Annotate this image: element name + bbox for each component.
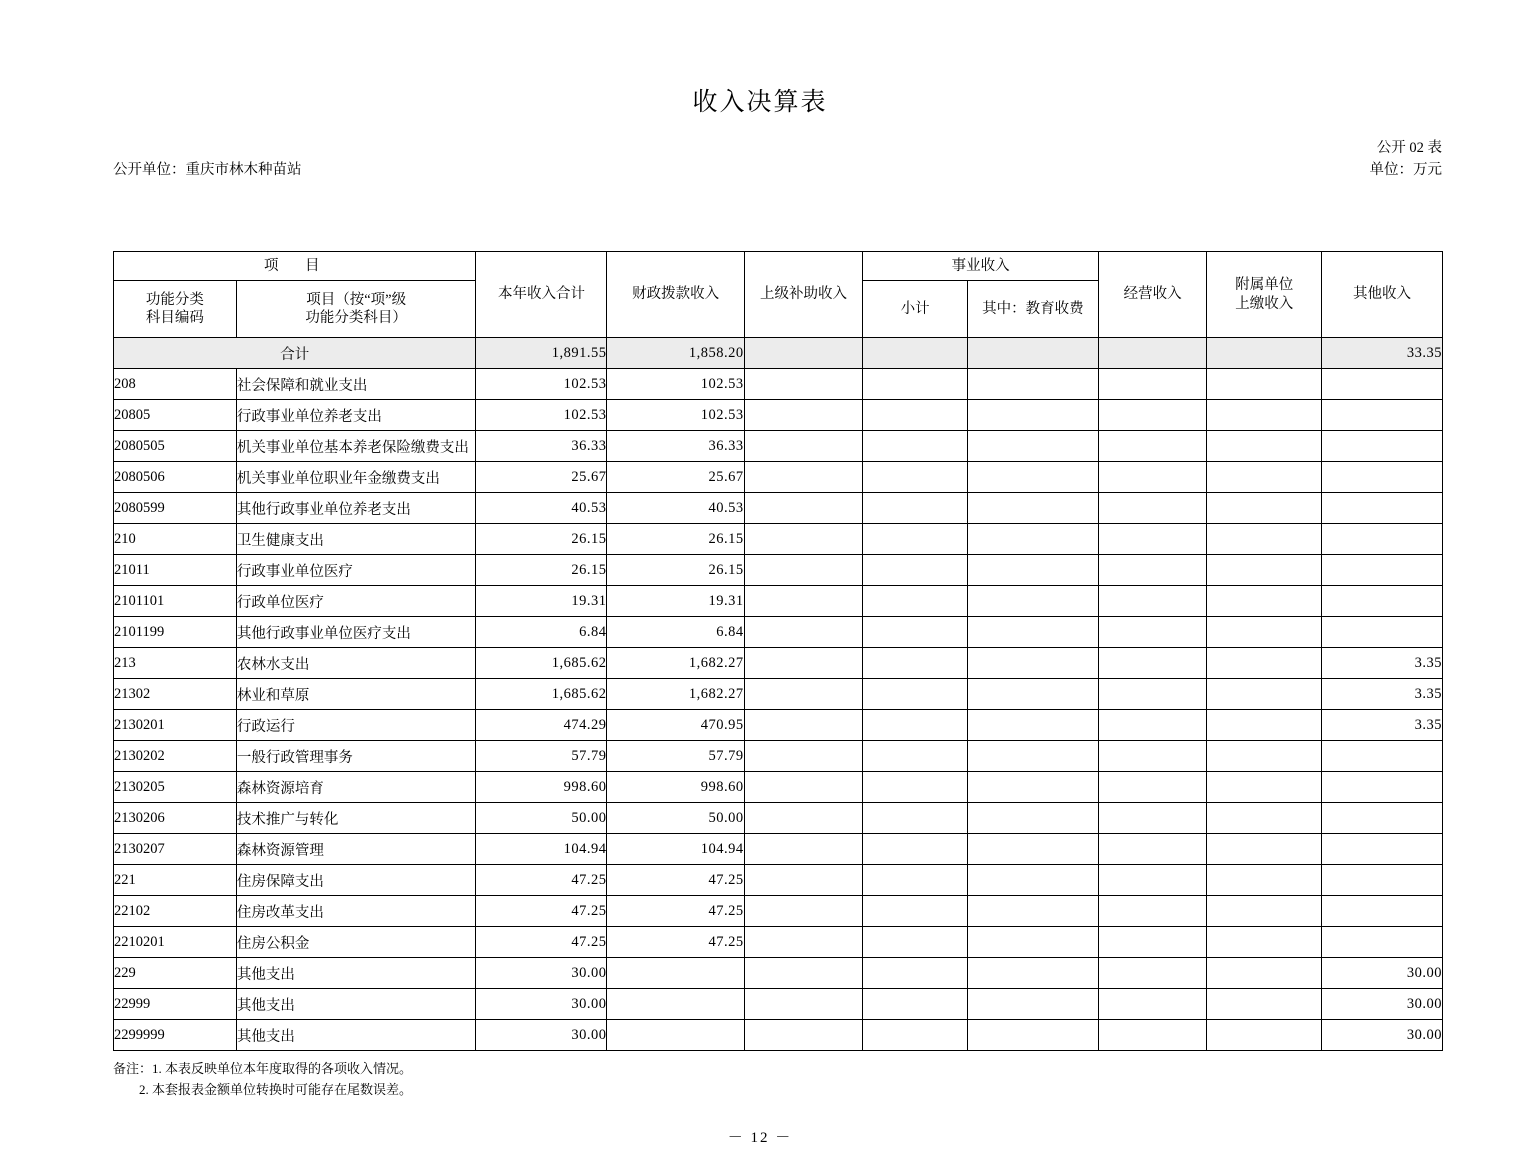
row-func-name: 行政事业单位医疗 xyxy=(236,555,476,586)
header-operating-income: 经营收入 xyxy=(1098,252,1207,338)
row-other-income: 3.35 xyxy=(1322,679,1443,710)
header-business-subtotal: 小计 xyxy=(863,281,967,338)
row-fiscal-appropriation xyxy=(607,989,744,1020)
row-func-name: 行政事业单位养老支出 xyxy=(236,400,476,431)
row-business-education xyxy=(967,617,1098,648)
row-affiliated-income xyxy=(1207,741,1322,772)
row-func-name: 机关事业单位职业年金缴费支出 xyxy=(236,462,476,493)
header-affiliated-income-line2: 上缴收入 xyxy=(1235,295,1294,312)
row-business-education xyxy=(967,834,1098,865)
row-business-subtotal xyxy=(863,989,967,1020)
row-func-code: 208 xyxy=(114,369,237,400)
row-func-code: 22999 xyxy=(114,989,237,1020)
row-func-name: 住房公积金 xyxy=(236,927,476,958)
row-other-income xyxy=(1322,927,1443,958)
row-business-education xyxy=(967,648,1098,679)
header-func-name-line2: 功能分类科目） xyxy=(305,310,407,326)
table-row xyxy=(114,431,1443,462)
row-business-subtotal xyxy=(863,896,967,927)
row-func-name: 林业和草原 xyxy=(236,679,476,710)
row-func-code: 22102 xyxy=(114,896,237,927)
row-fiscal-appropriation: 1,682.27 xyxy=(607,679,744,710)
row-fiscal-appropriation: 47.25 xyxy=(607,865,744,896)
row-business-subtotal xyxy=(863,431,967,462)
row-business-education xyxy=(967,803,1098,834)
row-fiscal-appropriation: 26.15 xyxy=(607,524,744,555)
row-fiscal-appropriation: 19.31 xyxy=(607,586,744,617)
row-fiscal-appropriation: 25.67 xyxy=(607,462,744,493)
row-other-income xyxy=(1322,772,1443,803)
row-other-income xyxy=(1322,493,1443,524)
row-superior-subsidy xyxy=(744,555,863,586)
table-row xyxy=(114,865,1443,896)
row-other-income: 3.35 xyxy=(1322,648,1443,679)
row-func-code: 210 xyxy=(114,524,237,555)
row-operating-income xyxy=(1098,617,1207,648)
total-year-total: 1,891.55 xyxy=(476,338,607,369)
table-total-row xyxy=(114,338,1443,369)
row-affiliated-income xyxy=(1207,493,1322,524)
row-business-education xyxy=(967,555,1098,586)
row-other-income xyxy=(1322,462,1443,493)
row-operating-income xyxy=(1098,1020,1207,1051)
row-year-total: 102.53 xyxy=(476,369,607,400)
row-affiliated-income xyxy=(1207,555,1322,586)
row-business-education xyxy=(967,493,1098,524)
row-business-subtotal xyxy=(863,617,967,648)
document-page xyxy=(0,82,1520,1156)
form-code: 公开 02 表 xyxy=(1376,140,1442,156)
row-fiscal-appropriation: 40.53 xyxy=(607,493,744,524)
row-operating-income xyxy=(1098,803,1207,834)
table-row xyxy=(114,803,1443,834)
table-row xyxy=(114,896,1443,927)
row-superior-subsidy xyxy=(744,648,863,679)
row-superior-subsidy xyxy=(744,803,863,834)
row-affiliated-income xyxy=(1207,710,1322,741)
row-func-code: 2130205 xyxy=(114,772,237,803)
header-superior-subsidy: 上级补助收入 xyxy=(744,252,863,338)
row-year-total: 30.00 xyxy=(476,958,607,989)
row-operating-income xyxy=(1098,369,1207,400)
header-func-name-line1: 项目（按“项”级 xyxy=(306,291,407,308)
row-business-education xyxy=(967,1020,1098,1051)
row-business-education xyxy=(967,586,1098,617)
table-row xyxy=(114,989,1443,1020)
row-affiliated-income xyxy=(1207,400,1322,431)
note-line-1: 备注：1. 本表反映单位本年度取得的各项收入情况。 xyxy=(113,1061,413,1076)
row-year-total: 30.00 xyxy=(476,989,607,1020)
row-year-total: 1,685.62 xyxy=(476,648,607,679)
row-fiscal-appropriation: 47.25 xyxy=(607,896,744,927)
row-business-education xyxy=(967,927,1098,958)
row-year-total: 47.25 xyxy=(476,865,607,896)
row-operating-income xyxy=(1098,524,1207,555)
row-business-subtotal xyxy=(863,586,967,617)
row-other-income xyxy=(1322,865,1443,896)
note-line-2: 2. 本套报表金额单位转换时可能存在尾数误差。 xyxy=(139,1081,413,1097)
row-fiscal-appropriation: 6.84 xyxy=(607,617,744,648)
table-body xyxy=(114,338,1443,1051)
header-fiscal-appropriation: 财政拨款收入 xyxy=(607,252,744,338)
row-superior-subsidy xyxy=(744,989,863,1020)
header-affiliated-income-line1: 附属单位 xyxy=(1235,277,1294,294)
row-fiscal-appropriation: 57.79 xyxy=(607,741,744,772)
row-superior-subsidy xyxy=(744,834,863,865)
row-business-subtotal xyxy=(863,462,967,493)
row-affiliated-income xyxy=(1207,648,1322,679)
row-affiliated-income xyxy=(1207,679,1322,710)
row-year-total: 36.33 xyxy=(476,431,607,462)
row-superior-subsidy xyxy=(744,958,863,989)
header-func-code-line1: 功能分类 xyxy=(145,291,204,308)
row-fiscal-appropriation: 102.53 xyxy=(607,400,744,431)
row-year-total: 26.15 xyxy=(476,524,607,555)
total-operating-income xyxy=(1098,338,1207,369)
row-func-code: 213 xyxy=(114,648,237,679)
row-superior-subsidy xyxy=(744,586,863,617)
table-row xyxy=(114,772,1443,803)
row-func-name: 其他行政事业单位养老支出 xyxy=(236,493,476,524)
header-other-income: 其他收入 xyxy=(1322,252,1443,338)
row-business-subtotal xyxy=(863,958,967,989)
row-superior-subsidy xyxy=(744,896,863,927)
header-affiliated-income xyxy=(1207,252,1322,338)
row-operating-income xyxy=(1098,865,1207,896)
row-superior-subsidy xyxy=(744,741,863,772)
row-affiliated-income xyxy=(1207,834,1322,865)
row-superior-subsidy xyxy=(744,772,863,803)
table-row xyxy=(114,493,1443,524)
total-label: 合计 xyxy=(114,338,476,369)
header-year-total: 本年收入合计 xyxy=(476,252,607,338)
row-operating-income xyxy=(1098,958,1207,989)
total-affiliated-income xyxy=(1207,338,1322,369)
table-notes xyxy=(113,1059,412,1101)
row-other-income: 30.00 xyxy=(1322,989,1443,1020)
row-affiliated-income xyxy=(1207,803,1322,834)
row-func-code: 2080506 xyxy=(114,462,237,493)
table-row xyxy=(114,927,1443,958)
total-superior-subsidy xyxy=(744,338,863,369)
row-superior-subsidy xyxy=(744,927,863,958)
row-affiliated-income xyxy=(1207,617,1322,648)
row-business-subtotal xyxy=(863,710,967,741)
row-affiliated-income xyxy=(1207,1020,1322,1051)
row-func-name: 社会保障和就业支出 xyxy=(236,369,476,400)
row-operating-income xyxy=(1098,462,1207,493)
row-business-education xyxy=(967,741,1098,772)
row-func-name: 机关事业单位基本养老保险缴费支出 xyxy=(236,431,476,462)
table-row xyxy=(114,958,1443,989)
table-row xyxy=(114,369,1443,400)
row-business-education xyxy=(967,462,1098,493)
row-affiliated-income xyxy=(1207,896,1322,927)
row-func-name: 森林资源管理 xyxy=(236,834,476,865)
row-func-code: 2130207 xyxy=(114,834,237,865)
header-func-code xyxy=(114,281,237,338)
row-operating-income xyxy=(1098,896,1207,927)
row-func-name: 行政运行 xyxy=(236,710,476,741)
row-business-subtotal xyxy=(863,679,967,710)
row-year-total: 104.94 xyxy=(476,834,607,865)
row-year-total: 102.53 xyxy=(476,400,607,431)
table-row xyxy=(114,834,1443,865)
page-title: 收入决算表 xyxy=(692,89,828,116)
row-business-education xyxy=(967,524,1098,555)
row-superior-subsidy xyxy=(744,462,863,493)
row-year-total: 474.29 xyxy=(476,710,607,741)
table-row xyxy=(114,741,1443,772)
row-func-code: 2080599 xyxy=(114,493,237,524)
table-row xyxy=(114,710,1443,741)
header-business-income: 事业收入 xyxy=(863,252,1098,281)
row-operating-income xyxy=(1098,493,1207,524)
row-func-name: 技术推广与转化 xyxy=(236,803,476,834)
row-affiliated-income xyxy=(1207,989,1322,1020)
row-other-income xyxy=(1322,896,1443,927)
row-func-name: 住房改革支出 xyxy=(236,896,476,927)
row-operating-income xyxy=(1098,927,1207,958)
row-year-total: 19.31 xyxy=(476,586,607,617)
row-affiliated-income xyxy=(1207,865,1322,896)
row-year-total: 47.25 xyxy=(476,927,607,958)
row-business-subtotal xyxy=(863,400,967,431)
row-func-name: 其他支出 xyxy=(236,989,476,1020)
row-func-code: 2101199 xyxy=(114,617,237,648)
row-func-name: 住房保障支出 xyxy=(236,865,476,896)
row-affiliated-income xyxy=(1207,586,1322,617)
row-operating-income xyxy=(1098,834,1207,865)
row-other-income xyxy=(1322,555,1443,586)
row-business-education xyxy=(967,679,1098,710)
row-business-subtotal xyxy=(863,927,967,958)
table-row xyxy=(114,400,1443,431)
row-other-income: 30.00 xyxy=(1322,1020,1443,1051)
table-row xyxy=(114,462,1443,493)
header-item-group: 项 目 xyxy=(114,252,476,281)
income-final-accounts-table xyxy=(113,251,1443,1051)
row-superior-subsidy xyxy=(744,493,863,524)
row-business-subtotal xyxy=(863,865,967,896)
total-fiscal-appropriation: 1,858.20 xyxy=(607,338,744,369)
total-business-subtotal xyxy=(863,338,967,369)
row-func-code: 2101101 xyxy=(114,586,237,617)
row-business-subtotal xyxy=(863,741,967,772)
row-year-total: 40.53 xyxy=(476,493,607,524)
row-business-education xyxy=(967,896,1098,927)
row-func-code: 2130202 xyxy=(114,741,237,772)
row-affiliated-income xyxy=(1207,927,1322,958)
row-func-name: 其他支出 xyxy=(236,1020,476,1051)
row-superior-subsidy xyxy=(744,865,863,896)
row-year-total: 47.25 xyxy=(476,896,607,927)
row-other-income xyxy=(1322,617,1443,648)
row-business-subtotal xyxy=(863,803,967,834)
row-func-code: 2210201 xyxy=(114,927,237,958)
row-fiscal-appropriation: 50.00 xyxy=(607,803,744,834)
row-operating-income xyxy=(1098,741,1207,772)
row-business-subtotal xyxy=(863,524,967,555)
row-func-code: 2080505 xyxy=(114,431,237,462)
row-fiscal-appropriation: 470.95 xyxy=(607,710,744,741)
row-operating-income xyxy=(1098,586,1207,617)
row-operating-income xyxy=(1098,400,1207,431)
row-affiliated-income xyxy=(1207,524,1322,555)
table-row xyxy=(114,1020,1443,1051)
row-affiliated-income xyxy=(1207,462,1322,493)
row-other-income xyxy=(1322,834,1443,865)
row-superior-subsidy xyxy=(744,679,863,710)
row-superior-subsidy xyxy=(744,710,863,741)
row-operating-income xyxy=(1098,710,1207,741)
row-year-total: 26.15 xyxy=(476,555,607,586)
row-operating-income xyxy=(1098,648,1207,679)
table-row xyxy=(114,555,1443,586)
unit-measure: 单位：万元 xyxy=(1369,162,1442,178)
header-func-code-line2: 科目编码 xyxy=(145,310,204,326)
row-operating-income xyxy=(1098,989,1207,1020)
row-fiscal-appropriation: 104.94 xyxy=(607,834,744,865)
row-superior-subsidy xyxy=(744,524,863,555)
row-other-income xyxy=(1322,586,1443,617)
row-affiliated-income xyxy=(1207,958,1322,989)
row-operating-income xyxy=(1098,431,1207,462)
table-row xyxy=(114,524,1443,555)
row-fiscal-appropriation: 998.60 xyxy=(607,772,744,803)
row-business-education xyxy=(967,369,1098,400)
row-year-total: 6.84 xyxy=(476,617,607,648)
header-func-name xyxy=(236,281,476,338)
row-year-total: 25.67 xyxy=(476,462,607,493)
row-other-income: 3.35 xyxy=(1322,710,1443,741)
row-fiscal-appropriation xyxy=(607,958,744,989)
row-business-education xyxy=(967,710,1098,741)
row-superior-subsidy xyxy=(744,431,863,462)
row-other-income xyxy=(1322,741,1443,772)
row-func-name: 卫生健康支出 xyxy=(236,524,476,555)
row-func-name: 农林水支出 xyxy=(236,648,476,679)
row-func-code: 221 xyxy=(114,865,237,896)
row-func-name: 其他行政事业单位医疗支出 xyxy=(236,617,476,648)
row-func-name: 行政单位医疗 xyxy=(236,586,476,617)
row-operating-income xyxy=(1098,679,1207,710)
row-func-name: 一般行政管理事务 xyxy=(236,741,476,772)
table-row xyxy=(114,648,1443,679)
row-business-subtotal xyxy=(863,648,967,679)
row-year-total: 1,685.62 xyxy=(476,679,607,710)
header-business-education: 其中：教育收费 xyxy=(967,281,1098,338)
row-other-income xyxy=(1322,431,1443,462)
row-superior-subsidy xyxy=(744,1020,863,1051)
row-operating-income xyxy=(1098,555,1207,586)
row-fiscal-appropriation: 47.25 xyxy=(607,927,744,958)
row-affiliated-income xyxy=(1207,369,1322,400)
row-other-income xyxy=(1322,400,1443,431)
row-fiscal-appropriation: 102.53 xyxy=(607,369,744,400)
row-business-subtotal xyxy=(863,493,967,524)
row-fiscal-appropriation: 36.33 xyxy=(607,431,744,462)
row-year-total: 998.60 xyxy=(476,772,607,803)
row-business-education xyxy=(967,400,1098,431)
row-business-education xyxy=(967,865,1098,896)
row-func-name: 其他支出 xyxy=(236,958,476,989)
page-number: － 12 － xyxy=(727,1130,793,1146)
row-business-subtotal xyxy=(863,834,967,865)
row-affiliated-income xyxy=(1207,431,1322,462)
row-other-income xyxy=(1322,803,1443,834)
row-superior-subsidy xyxy=(744,617,863,648)
table-row xyxy=(114,617,1443,648)
row-operating-income xyxy=(1098,772,1207,803)
row-business-education xyxy=(967,958,1098,989)
row-superior-subsidy xyxy=(744,400,863,431)
row-func-code: 21011 xyxy=(114,555,237,586)
row-other-income xyxy=(1322,524,1443,555)
total-business-education xyxy=(967,338,1098,369)
row-fiscal-appropriation: 1,682.27 xyxy=(607,648,744,679)
row-fiscal-appropriation: 26.15 xyxy=(607,555,744,586)
row-fiscal-appropriation xyxy=(607,1020,744,1051)
row-other-income: 30.00 xyxy=(1322,958,1443,989)
table-row xyxy=(114,679,1443,710)
row-year-total: 57.79 xyxy=(476,741,607,772)
row-affiliated-income xyxy=(1207,772,1322,803)
total-other-income: 33.35 xyxy=(1322,338,1443,369)
row-func-code: 2130201 xyxy=(114,710,237,741)
row-func-name: 森林资源培育 xyxy=(236,772,476,803)
table-header-row-1 xyxy=(114,252,1443,281)
row-business-education xyxy=(967,772,1098,803)
row-business-subtotal xyxy=(863,1020,967,1051)
document-meta xyxy=(0,136,1520,178)
row-superior-subsidy xyxy=(744,369,863,400)
row-year-total: 30.00 xyxy=(476,1020,607,1051)
row-business-education xyxy=(967,431,1098,462)
row-func-code: 2130206 xyxy=(114,803,237,834)
row-func-code: 20805 xyxy=(114,400,237,431)
table-row xyxy=(114,586,1443,617)
row-business-subtotal xyxy=(863,555,967,586)
row-year-total: 50.00 xyxy=(476,803,607,834)
unit-name: 公开单位：重庆市林木种苗站 xyxy=(113,162,302,178)
row-other-income xyxy=(1322,369,1443,400)
row-business-subtotal xyxy=(863,369,967,400)
row-func-code: 2299999 xyxy=(114,1020,237,1051)
row-business-subtotal xyxy=(863,772,967,803)
row-func-code: 21302 xyxy=(114,679,237,710)
row-func-code: 229 xyxy=(114,958,237,989)
row-business-education xyxy=(967,989,1098,1020)
